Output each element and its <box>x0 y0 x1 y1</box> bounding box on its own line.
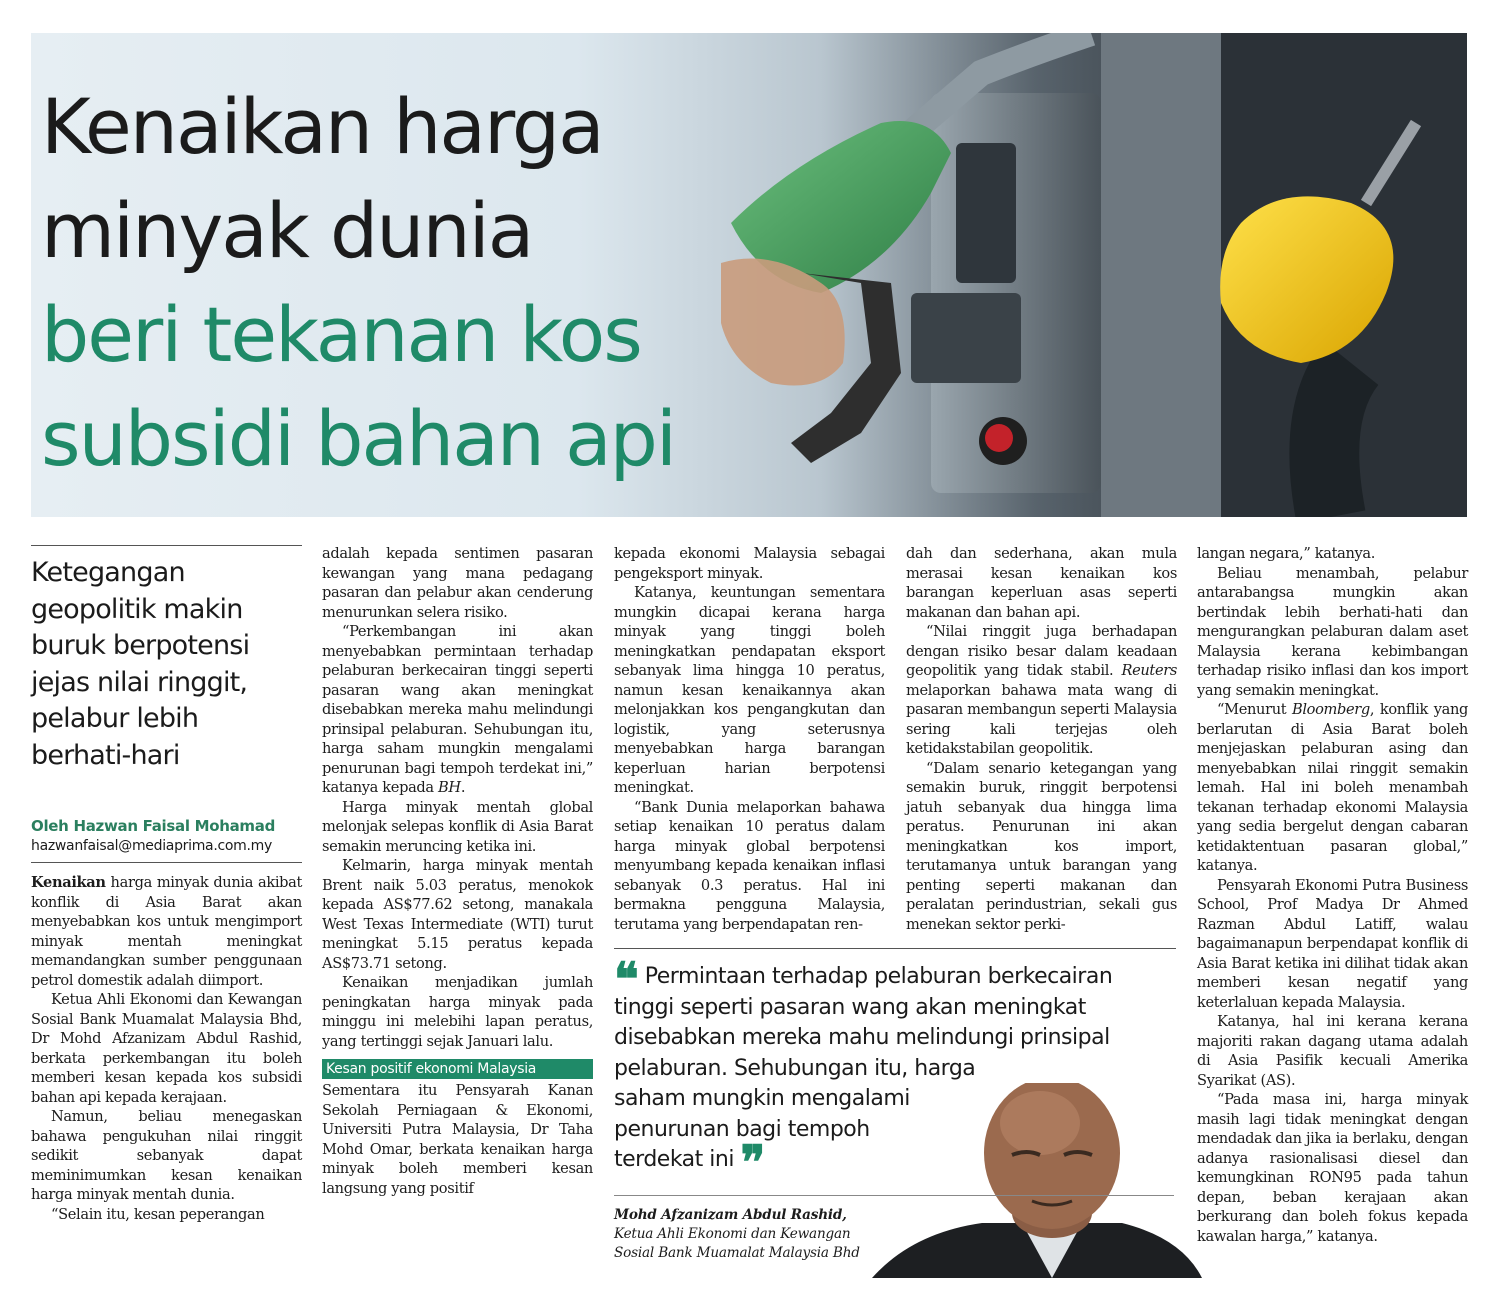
photo-caption <box>614 1206 914 1263</box>
pull-quote-line: disebabkan mereka mahu melindungi prinsipal <box>614 1025 1110 1050</box>
paragraph: “Selain itu, kesan peperangan <box>51 1205 265 1223</box>
headline-line: subsidi bahan api <box>41 394 676 483</box>
paragraph: Kenaikan menjadikan jumlah peningkatan harga minyak pada minggu ini melebihi lapan peratus, yang tertinggi sejak Januari lalu. <box>322 974 593 1050</box>
yellow-hose <box>1324 363 1351 517</box>
paragraph: Sementara itu Pensyarah Kanan Sekolah Perniagaan & Ekonomi, Universiti Putra Malaysia, Dr Taha Mohd Omar, berkata kenaikan harga minyak boleh memberi kesan langsung yang positif <box>322 1082 593 1197</box>
pull-quote-line: saham mungkin mengalami <box>614 1086 910 1111</box>
article-column-3 <box>614 544 885 934</box>
paragraph: kepada ekonomi Malaysia sebagai pengeksport minyak. <box>614 545 885 582</box>
headline <box>41 75 675 491</box>
paragraph: langan negara,” katanya. <box>1197 545 1376 562</box>
paragraph-text: “Nilai ringgit juga berhadapan dengan risiko besar dalam keadaan geopolitik yang tidak stabil. <box>906 623 1177 679</box>
paragraph-text: “Menurut <box>1217 701 1292 718</box>
byline-author: Oleh Hazwan Faisal Mohamad <box>31 817 276 835</box>
pull-quote-line: terdekat ini <box>614 1147 734 1172</box>
divider <box>31 862 302 863</box>
paragraph-text: . <box>460 779 466 796</box>
hero-photo <box>31 33 1467 517</box>
paragraph: Beliau menambah, pelabur antarabangsa mungkin akan bertindak lebih berhati-hati dan mengurangkan pelaburan dalam aset Malaysia kerana kebimbangan terhadap risiko inflasi dan kos import yang semakin meningkat. <box>1197 564 1468 699</box>
pull-quote-line: tinggi seperti pasaran wang akan meningkat <box>614 994 1086 1020</box>
portrait-illustration <box>872 1083 1202 1278</box>
paragraph: “Pada masa ini, harga minyak masih lagi tidak meningkat dengan mendadak dan jika ia berlaku, dengan adanya rasionalisasi diesel dan kemungkinan RON95 pada tahun depan, beban kerajaan akan berkurang dan boleh fokus kepada kawalan harga,” katanya. <box>1197 1091 1468 1245</box>
caption-role: Sosial Bank Muamalat Malaysia Bhd <box>614 1245 860 1261</box>
paragraph: Katanya, hal ini kerana kerana majoriti rakan dagang utama adalah di Asia Pasifik kecuali Amerika Syarikat (AS). <box>1197 1013 1468 1089</box>
headline-line: beri tekanan kos <box>41 290 641 379</box>
paragraph-text: melaporkan bahawa mata wang di pasaran membangun seperti Malaysia sering kali terjejas oleh ketidakstabilan geopolitik. <box>906 681 1177 757</box>
pull-quote-line: penurunan bagi tempoh <box>614 1116 870 1142</box>
paragraph-text: , konflik yang berlarutan di Asia Barat boleh menjejaskan pelaburan asing dan menyebabkan nilai ringgit semakin lemah. Hal ini boleh menambah tekanan terhadap ekonomi Malaysia yang sedia bergelut dengan cabaran ketidaktentuan pasaran global,” katanya. <box>1197 701 1468 874</box>
headline-line: Kenaikan harga <box>41 82 603 171</box>
article-column-2 <box>322 544 593 1198</box>
pump-red-button <box>985 424 1013 452</box>
pump-slot <box>911 293 1021 383</box>
quote-close-icon: ❞ <box>740 1135 765 1189</box>
paragraph: “Dalam senario ketegangan yang semakin buruk, ringgit berpotensi jatuh sebanyak dua hingga lima peratus. Penurunan ini akan meningkatkan kos import, terutamanya untuk barangan yang penting seperti makanan dan peralatan perindustrian, sekali gus menekan sektor perki- <box>906 759 1177 933</box>
publication-name: Reuters <box>1121 662 1177 679</box>
pump-panel <box>1101 33 1221 517</box>
paragraph: Namun, beliau menegaskan bahawa pengukuhan nilai ringgit sedikit sebanyak dapat meminimumkan kesan kenaikan harga minyak mentah dunia. <box>31 1108 302 1203</box>
portrait-photo <box>872 1083 1202 1278</box>
pull-quote-line: Permintaan terhadap pelaburan berkecairan <box>644 964 1113 989</box>
divider <box>614 948 1176 949</box>
article-column-1 <box>31 873 302 1224</box>
paragraph <box>31 873 302 990</box>
quote-open-icon: ❝ <box>614 952 639 1006</box>
paragraph <box>322 622 593 798</box>
paragraph: dah dan sederhana, akan mula merasai kesan kenaikan kos barangan keperluan asas seperti makanan dan bahan api. <box>906 545 1177 621</box>
byline <box>31 816 302 856</box>
publication-name: BH <box>438 779 461 796</box>
paragraph-text: harga minyak dunia akibat konflik di Asia Barat akan menyebabkan kos untuk mengimport minyak mentah meningkat memandangkan sumber penggunaan petrol domestik adalah diimport. <box>31 874 302 989</box>
paragraph: “Bank Dunia melaporkan bahawa setiap kenaikan 10 peratus dalam harga minyak global berpotensi menyumbang kepada kenaikan inflasi sebanyak 0.3 peratus. Hal ini bermakna pengguna Malaysia, terutama yang berpendapatan ren- <box>614 798 885 933</box>
caption-name: Mohd Afzanizam Abdul Rashid, <box>614 1207 847 1223</box>
byline-email[interactable]: hazwanfaisal@mediaprima.com.my <box>31 838 272 854</box>
paragraph <box>1197 700 1468 876</box>
pump-screen <box>956 143 1016 283</box>
standfirst: Ketegangan geopolitik makin buruk berpotensi jejas nilai ringgit, pelabur lebih berhati-hari <box>31 545 302 774</box>
paragraph-text: “Perkembangan ini akan menyebabkan permintaan terhadap pelaburan berkecairan tinggi seperti pasaran wang akan meningkat disebabkan mereka mahu melindungi prinsipal pelaburan. Sehubungan itu, harga saham mungkin mengalami penurunan bagi tempoh terdekat ini,” katanya kepada <box>322 623 593 796</box>
pull-quote-line: pelaburan. Sehubungan itu, harga <box>614 1055 976 1081</box>
section-subhead: Kesan positif ekonomi Malaysia <box>322 1059 593 1079</box>
headline-line: minyak dunia <box>41 186 533 275</box>
divider <box>614 1195 1174 1196</box>
paragraph: adalah kepada sentimen pasaran kewangan yang mana pedagang pasaran dan pelabur akan cenderung menurunkan selera risiko. <box>322 545 593 621</box>
caption-role: Ketua Ahli Ekonomi dan Kewangan <box>614 1226 851 1242</box>
portrait-head-highlight <box>1000 1091 1080 1155</box>
article-column-5 <box>1197 544 1468 1246</box>
paragraph: Pensyarah Ekonomi Putra Business School, Prof Madya Dr Ahmed Razman Abdul Latiff, walau bagaimanapun berpendapat konflik di Asia Barat ketika ini dilihat tidak akan memberi kesan negatif yang keterlaluan kepada Malaysia. <box>1197 876 1468 1011</box>
paragraph: Harga minyak mentah global melonjak selepas konflik di Asia Barat semakin meruncing ketika ini. <box>322 798 593 855</box>
paragraph: Ketua Ahli Ekonomi dan Kewangan Sosial Bank Muamalat Malaysia Bhd, Dr Mohd Afzanizam Abdul Rashid, berkata perkembangan itu boleh memberi kesan kepada kos subsidi bahan api kepada kerajaan. <box>31 991 302 1106</box>
paragraph <box>906 622 1177 759</box>
paragraph: Katanya, keuntungan sementara mungkin dicapai kerana harga minyak yang tinggi boleh meningkatkan pendapatan eksport sebanyak lima hingga 10 peratus, namun kesan kenaikannya akan melonjakkan kos pengangkutan dan logistik, yang seterusnya menyebabkan harga barangan keperluan harian berpotensi meningkat. <box>614 584 885 796</box>
article-column-4 <box>906 544 1177 934</box>
lead-word: Kenaikan <box>31 874 106 891</box>
paragraph: Kelmarin, harga minyak mentah Brent naik 5.03 peratus, menokok kepada AS$77.62 setong, manakala West Texas Intermediate (WTI) turut meningkat 5.15 peratus kepada AS$73.71 setong. <box>322 857 593 972</box>
publication-name: Bloomberg <box>1291 701 1370 718</box>
